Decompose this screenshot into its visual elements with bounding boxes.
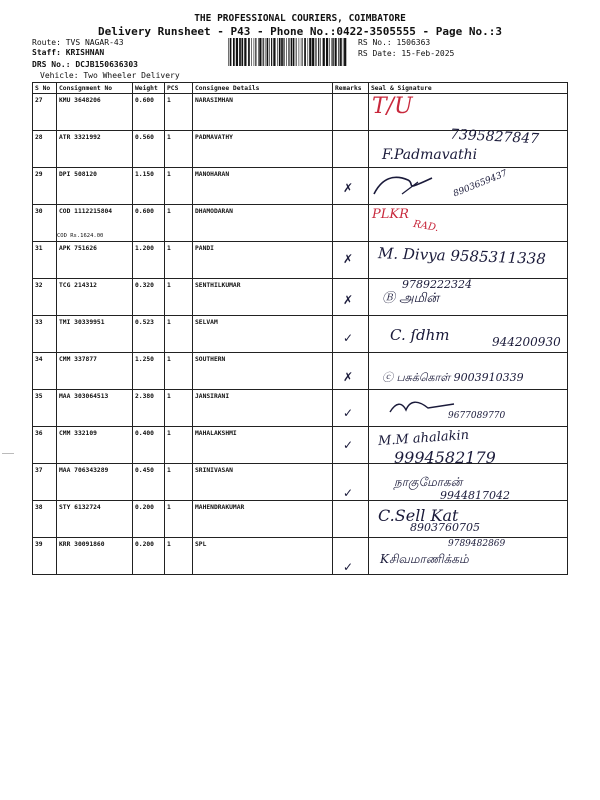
- weight-cell: [133, 464, 165, 501]
- consignment-cell: [57, 353, 133, 390]
- sno-cell-text: 27: [35, 97, 43, 104]
- consignment-cell: [57, 427, 133, 464]
- pcs-cell-text: 1: [167, 319, 171, 326]
- consignee-cell-text: SPL: [195, 541, 207, 548]
- barcode-bar: [258, 38, 259, 66]
- signature-34: ⓒ பசுக்கொள் 9003910339: [382, 371, 524, 384]
- pcs-cell-text: 1: [167, 134, 171, 141]
- consignment-cell: [57, 538, 133, 575]
- sno-cell-text: 36: [35, 430, 43, 437]
- barcode-bar: [273, 38, 275, 66]
- phone-32: 9789222324: [402, 278, 472, 291]
- sno-cell: [33, 168, 57, 205]
- table-row: [33, 94, 568, 131]
- barcode-bar: [286, 38, 287, 66]
- sno-cell: [33, 316, 57, 353]
- pcs-cell: [165, 279, 193, 316]
- barcode-bar: [288, 38, 289, 66]
- tick-35: ✓: [343, 406, 354, 420]
- barcode-bar: [299, 38, 300, 66]
- rs-date: RS Date: 15-Feb-2025: [358, 49, 455, 58]
- weight-cell: [133, 427, 165, 464]
- consignee-cell: [193, 205, 333, 242]
- scribble-29: [372, 172, 442, 198]
- pcs-cell: [165, 168, 193, 205]
- barcode-bar: [291, 38, 293, 66]
- consignee-cell-text: PANDI: [195, 245, 214, 252]
- barcode-bar: [236, 38, 238, 66]
- barcode-bar: [279, 38, 281, 66]
- remarks-cell: [333, 205, 369, 242]
- consignee-cell-text: SENTHILKUMAR: [195, 282, 241, 289]
- pcs-cell-text: 1: [167, 208, 171, 215]
- consignment-cell-text: CMM 332109: [59, 430, 97, 437]
- weight-cell: [133, 168, 165, 205]
- barcode-bar: [267, 38, 269, 66]
- barcode-bar: [312, 38, 314, 66]
- sno-cell: [33, 427, 57, 464]
- weight-cell: [133, 279, 165, 316]
- weight-cell: [133, 316, 165, 353]
- barcode-bar: [344, 38, 346, 66]
- sno-cell-text: 28: [35, 134, 43, 141]
- barcode-bar: [340, 38, 342, 66]
- consignment-cell: [57, 242, 133, 279]
- weight-cell: [133, 353, 165, 390]
- pcs-cell-text: 1: [167, 467, 171, 474]
- consignee-cell-text: SOUTHERN: [195, 356, 226, 363]
- barcode-bar: [329, 38, 330, 66]
- consignee-cell-text: JANSIRANI: [195, 393, 230, 400]
- col-signature: Seal & Signature: [369, 83, 568, 94]
- consignee-cell-text: PADMAVATHY: [195, 134, 233, 141]
- barcode-bar: [309, 38, 311, 66]
- barcode-bar: [265, 38, 266, 66]
- phone-33: 944200930: [492, 335, 561, 349]
- pcs-cell: [165, 131, 193, 168]
- consignee-cell: [193, 427, 333, 464]
- col-weight: Weight: [133, 83, 165, 94]
- sno-cell-text: 30: [35, 208, 43, 215]
- phone-35: 9677089770: [448, 411, 506, 421]
- col-consignment: Consignment No: [57, 83, 133, 94]
- phone-38: 8903760705: [410, 521, 480, 534]
- table-row: [33, 279, 568, 316]
- consignee-cell: [193, 168, 333, 205]
- barcode-bar: [233, 38, 235, 66]
- signature-37: நாகுமோகன்: [394, 475, 463, 489]
- barcode-bar: [239, 38, 241, 66]
- barcode-bar: [335, 38, 337, 66]
- cod-amount: COD Rs.1624.00: [57, 233, 104, 239]
- title: THE PROFESSIONAL COURIERS, COIMBATORE: [194, 13, 406, 24]
- tick-39: ✓: [343, 560, 354, 574]
- barcode-bar: [301, 38, 302, 66]
- barcode-bar: [228, 38, 229, 66]
- consignment-cell: [57, 390, 133, 427]
- barcode-bar: [333, 38, 334, 66]
- tick-33: ✓: [343, 331, 354, 345]
- barcode-bar: [296, 38, 297, 66]
- col-pcs: PCS: [165, 83, 193, 94]
- weight-cell: [133, 501, 165, 538]
- consignee-cell: [193, 538, 333, 575]
- weight-cell-text: 0.200: [135, 504, 154, 511]
- vehicle: Vehicle: Two Wheeler Delivery: [40, 71, 180, 80]
- consignment-cell: [57, 464, 133, 501]
- barcode-bar: [244, 38, 246, 66]
- tick-34: ✗: [343, 370, 354, 384]
- sno-cell: [33, 131, 57, 168]
- weight-cell-text: 1.150: [135, 171, 154, 178]
- consignee-cell: [193, 464, 333, 501]
- drs-number: DRS No.: DCJB150636303: [32, 60, 138, 69]
- col-remarks: Remarks: [333, 83, 369, 94]
- consignment-cell: [57, 316, 133, 353]
- consignment-cell-text: ATR 3321992: [59, 134, 101, 141]
- barcode-bar: [318, 38, 319, 66]
- signature-33: C. ſdhm: [390, 326, 450, 344]
- consignment-cell-text: COD 1112215804: [59, 208, 113, 215]
- consignment-cell: [57, 205, 133, 242]
- phone-36: 9994582179: [394, 448, 496, 467]
- weight-cell-text: 0.400: [135, 430, 154, 437]
- barcode-bar: [254, 38, 255, 66]
- signature-30: PLKR: [372, 207, 409, 222]
- barcode-bar: [323, 38, 325, 66]
- consignment-cell-text: TCG 214312: [59, 282, 97, 289]
- weight-cell-text: 0.600: [135, 208, 154, 215]
- barcode-bar: [332, 38, 333, 66]
- phone-28: 7395827847: [449, 126, 540, 148]
- weight-cell-text: 0.200: [135, 541, 154, 548]
- consignee-cell-text: DHAMODARAN: [195, 208, 233, 215]
- consignee-cell-text: NARASIMHAN: [195, 97, 233, 104]
- consignment-cell: [57, 501, 133, 538]
- pcs-cell-text: 1: [167, 97, 171, 104]
- consignment-cell-text: KRR 30091860: [59, 541, 105, 548]
- weight-cell-text: 1.200: [135, 245, 154, 252]
- consignee-cell-text: MAHALAKSHMI: [195, 430, 237, 437]
- barcode-bar: [259, 38, 261, 66]
- pcs-cell: [165, 390, 193, 427]
- sno-cell: [33, 501, 57, 538]
- remarks-cell: [333, 131, 369, 168]
- barcode-bar: [302, 38, 303, 66]
- consignee-cell-text: MANOHARAN: [195, 171, 230, 178]
- table-row: [33, 501, 568, 538]
- pcs-cell: [165, 94, 193, 131]
- runsheet-subtitle: Delivery Runsheet - P43 - Phone No.:0422-3505555 - Page No.:3: [98, 25, 502, 38]
- barcode-bar: [304, 38, 306, 66]
- barcode-bar: [255, 38, 256, 66]
- consignee-cell-text: MAHENDRAKUMAR: [195, 504, 245, 511]
- pcs-cell: [165, 427, 193, 464]
- consignment-cell-text: DPI 508120: [59, 171, 97, 178]
- signature-32: Ⓑ அமின்: [382, 291, 439, 306]
- barcode-bar: [251, 38, 252, 66]
- signature-31: M. Divya 9585311338: [377, 244, 547, 268]
- signature-30b: RAD.: [412, 218, 440, 235]
- consignment-cell: [57, 131, 133, 168]
- tick-29: ✗: [343, 181, 354, 195]
- table-row: [33, 205, 568, 242]
- consignment-cell-text: MAA 303064513: [59, 393, 109, 400]
- tick-36: ✓: [343, 438, 354, 452]
- weight-cell-text: 1.250: [135, 356, 154, 363]
- phone-37: 9944817042: [440, 489, 510, 502]
- signature-36: M.M ahalakin: [377, 427, 470, 450]
- sno-cell-text: 37: [35, 467, 43, 474]
- consignment-cell: [57, 279, 133, 316]
- pcs-cell-text: 1: [167, 541, 171, 548]
- consignee-cell: [193, 94, 333, 131]
- phone-39: 9789482869: [448, 539, 506, 549]
- consignment-cell-text: TMI 30339951: [59, 319, 105, 326]
- signature-27: T/U: [372, 94, 413, 119]
- barcode-bar: [230, 38, 232, 66]
- pcs-cell: [165, 242, 193, 279]
- pcs-cell-text: 1: [167, 393, 171, 400]
- col-consignee: Consignee Details: [193, 83, 333, 94]
- sno-cell: [33, 94, 57, 131]
- weight-cell: [133, 390, 165, 427]
- barcode-bar: [248, 38, 250, 66]
- pcs-cell: [165, 316, 193, 353]
- phone-29: 8903659437: [452, 168, 509, 200]
- consignee-cell: [193, 501, 333, 538]
- consignee-cell: [193, 316, 333, 353]
- barcode: [228, 38, 348, 66]
- margin-mark: [2, 453, 14, 454]
- consignment-cell-text: KMU 3648206: [59, 97, 101, 104]
- consignment-cell-text: STY 6132724: [59, 504, 101, 511]
- tick-31: ✗: [343, 252, 354, 266]
- barcode-bar: [269, 38, 270, 66]
- barcode-bar: [283, 38, 284, 66]
- weight-cell: [133, 131, 165, 168]
- barcode-bar: [343, 38, 344, 66]
- consignment-cell-text: MAA 706343289: [59, 467, 109, 474]
- sno-cell-text: 35: [35, 393, 43, 400]
- consignee-cell: [193, 131, 333, 168]
- barcode-bar: [241, 38, 243, 66]
- rs-number: RS No.: 1506363: [358, 38, 431, 47]
- barcode-bar: [320, 38, 321, 66]
- sno-cell-text: 39: [35, 541, 43, 548]
- pcs-cell-text: 1: [167, 504, 171, 511]
- weight-cell-text: 2.380: [135, 393, 154, 400]
- barcode-bar: [338, 38, 339, 66]
- consignment-cell: [57, 168, 133, 205]
- consignee-cell-text: SELVAM: [195, 319, 218, 326]
- pcs-cell: [165, 501, 193, 538]
- barcode-bar: [295, 38, 296, 66]
- consignment-cell: [57, 94, 133, 131]
- sno-cell: [33, 390, 57, 427]
- col-sno: S No: [33, 83, 57, 94]
- sno-cell-text: 38: [35, 504, 43, 511]
- consignee-cell: [193, 390, 333, 427]
- weight-cell: [133, 538, 165, 575]
- barcode-bar: [271, 38, 272, 66]
- pcs-cell-text: 1: [167, 171, 171, 178]
- route: Route: TVS NAGAR-43: [32, 38, 124, 47]
- sno-cell: [33, 353, 57, 390]
- tick-37: ✓: [343, 486, 354, 500]
- barcode-bar: [315, 38, 316, 66]
- consignee-cell-text: SRINIVASAN: [195, 467, 233, 474]
- sno-cell-text: 31: [35, 245, 43, 252]
- signature-28: F.Padmavathi: [382, 147, 478, 163]
- pcs-cell-text: 1: [167, 430, 171, 437]
- tick-32: ✗: [343, 293, 354, 307]
- consignee-cell: [193, 279, 333, 316]
- sno-cell: [33, 205, 57, 242]
- pcs-cell: [165, 538, 193, 575]
- weight-cell-text: 0.523: [135, 319, 154, 326]
- pcs-cell-text: 1: [167, 356, 171, 363]
- pcs-cell-text: 1: [167, 245, 171, 252]
- sno-cell: [33, 242, 57, 279]
- table-row: [33, 316, 568, 353]
- weight-cell-text: 0.600: [135, 97, 154, 104]
- pcs-cell-text: 1: [167, 282, 171, 289]
- sno-cell-text: 32: [35, 282, 43, 289]
- barcode-bar: [293, 38, 294, 66]
- barcode-bar: [308, 38, 309, 66]
- pcs-cell: [165, 464, 193, 501]
- consignment-cell-text: APK 751626: [59, 245, 97, 252]
- barcode-bar: [281, 38, 283, 66]
- weight-cell: [133, 205, 165, 242]
- signature-38: C.Sell Kat: [378, 506, 459, 525]
- remarks-cell: [333, 94, 369, 131]
- table-header-row: [33, 83, 568, 94]
- sno-cell: [33, 279, 57, 316]
- weight-cell: [133, 242, 165, 279]
- consignee-cell: [193, 242, 333, 279]
- barcode-bar: [326, 38, 328, 66]
- consignment-cell-text: CMM 337877: [59, 356, 97, 363]
- weight-cell-text: 0.450: [135, 467, 154, 474]
- sno-cell: [33, 464, 57, 501]
- barcode-bar: [263, 38, 264, 66]
- weight-cell: [133, 94, 165, 131]
- pcs-cell: [165, 353, 193, 390]
- signature-39: Kசிவமாணிக்கம்: [380, 552, 469, 566]
- consignee-cell: [193, 353, 333, 390]
- barcode-bar: [277, 38, 278, 66]
- sno-cell-text: 33: [35, 319, 43, 326]
- remarks-cell: [333, 501, 369, 538]
- sno-cell-text: 29: [35, 171, 43, 178]
- weight-cell-text: 0.320: [135, 282, 154, 289]
- weight-cell-text: 0.560: [135, 134, 154, 141]
- staff: Staff: KRISHNAN: [32, 48, 105, 57]
- sno-cell-text: 34: [35, 356, 43, 363]
- sno-cell: [33, 538, 57, 575]
- pcs-cell: [165, 205, 193, 242]
